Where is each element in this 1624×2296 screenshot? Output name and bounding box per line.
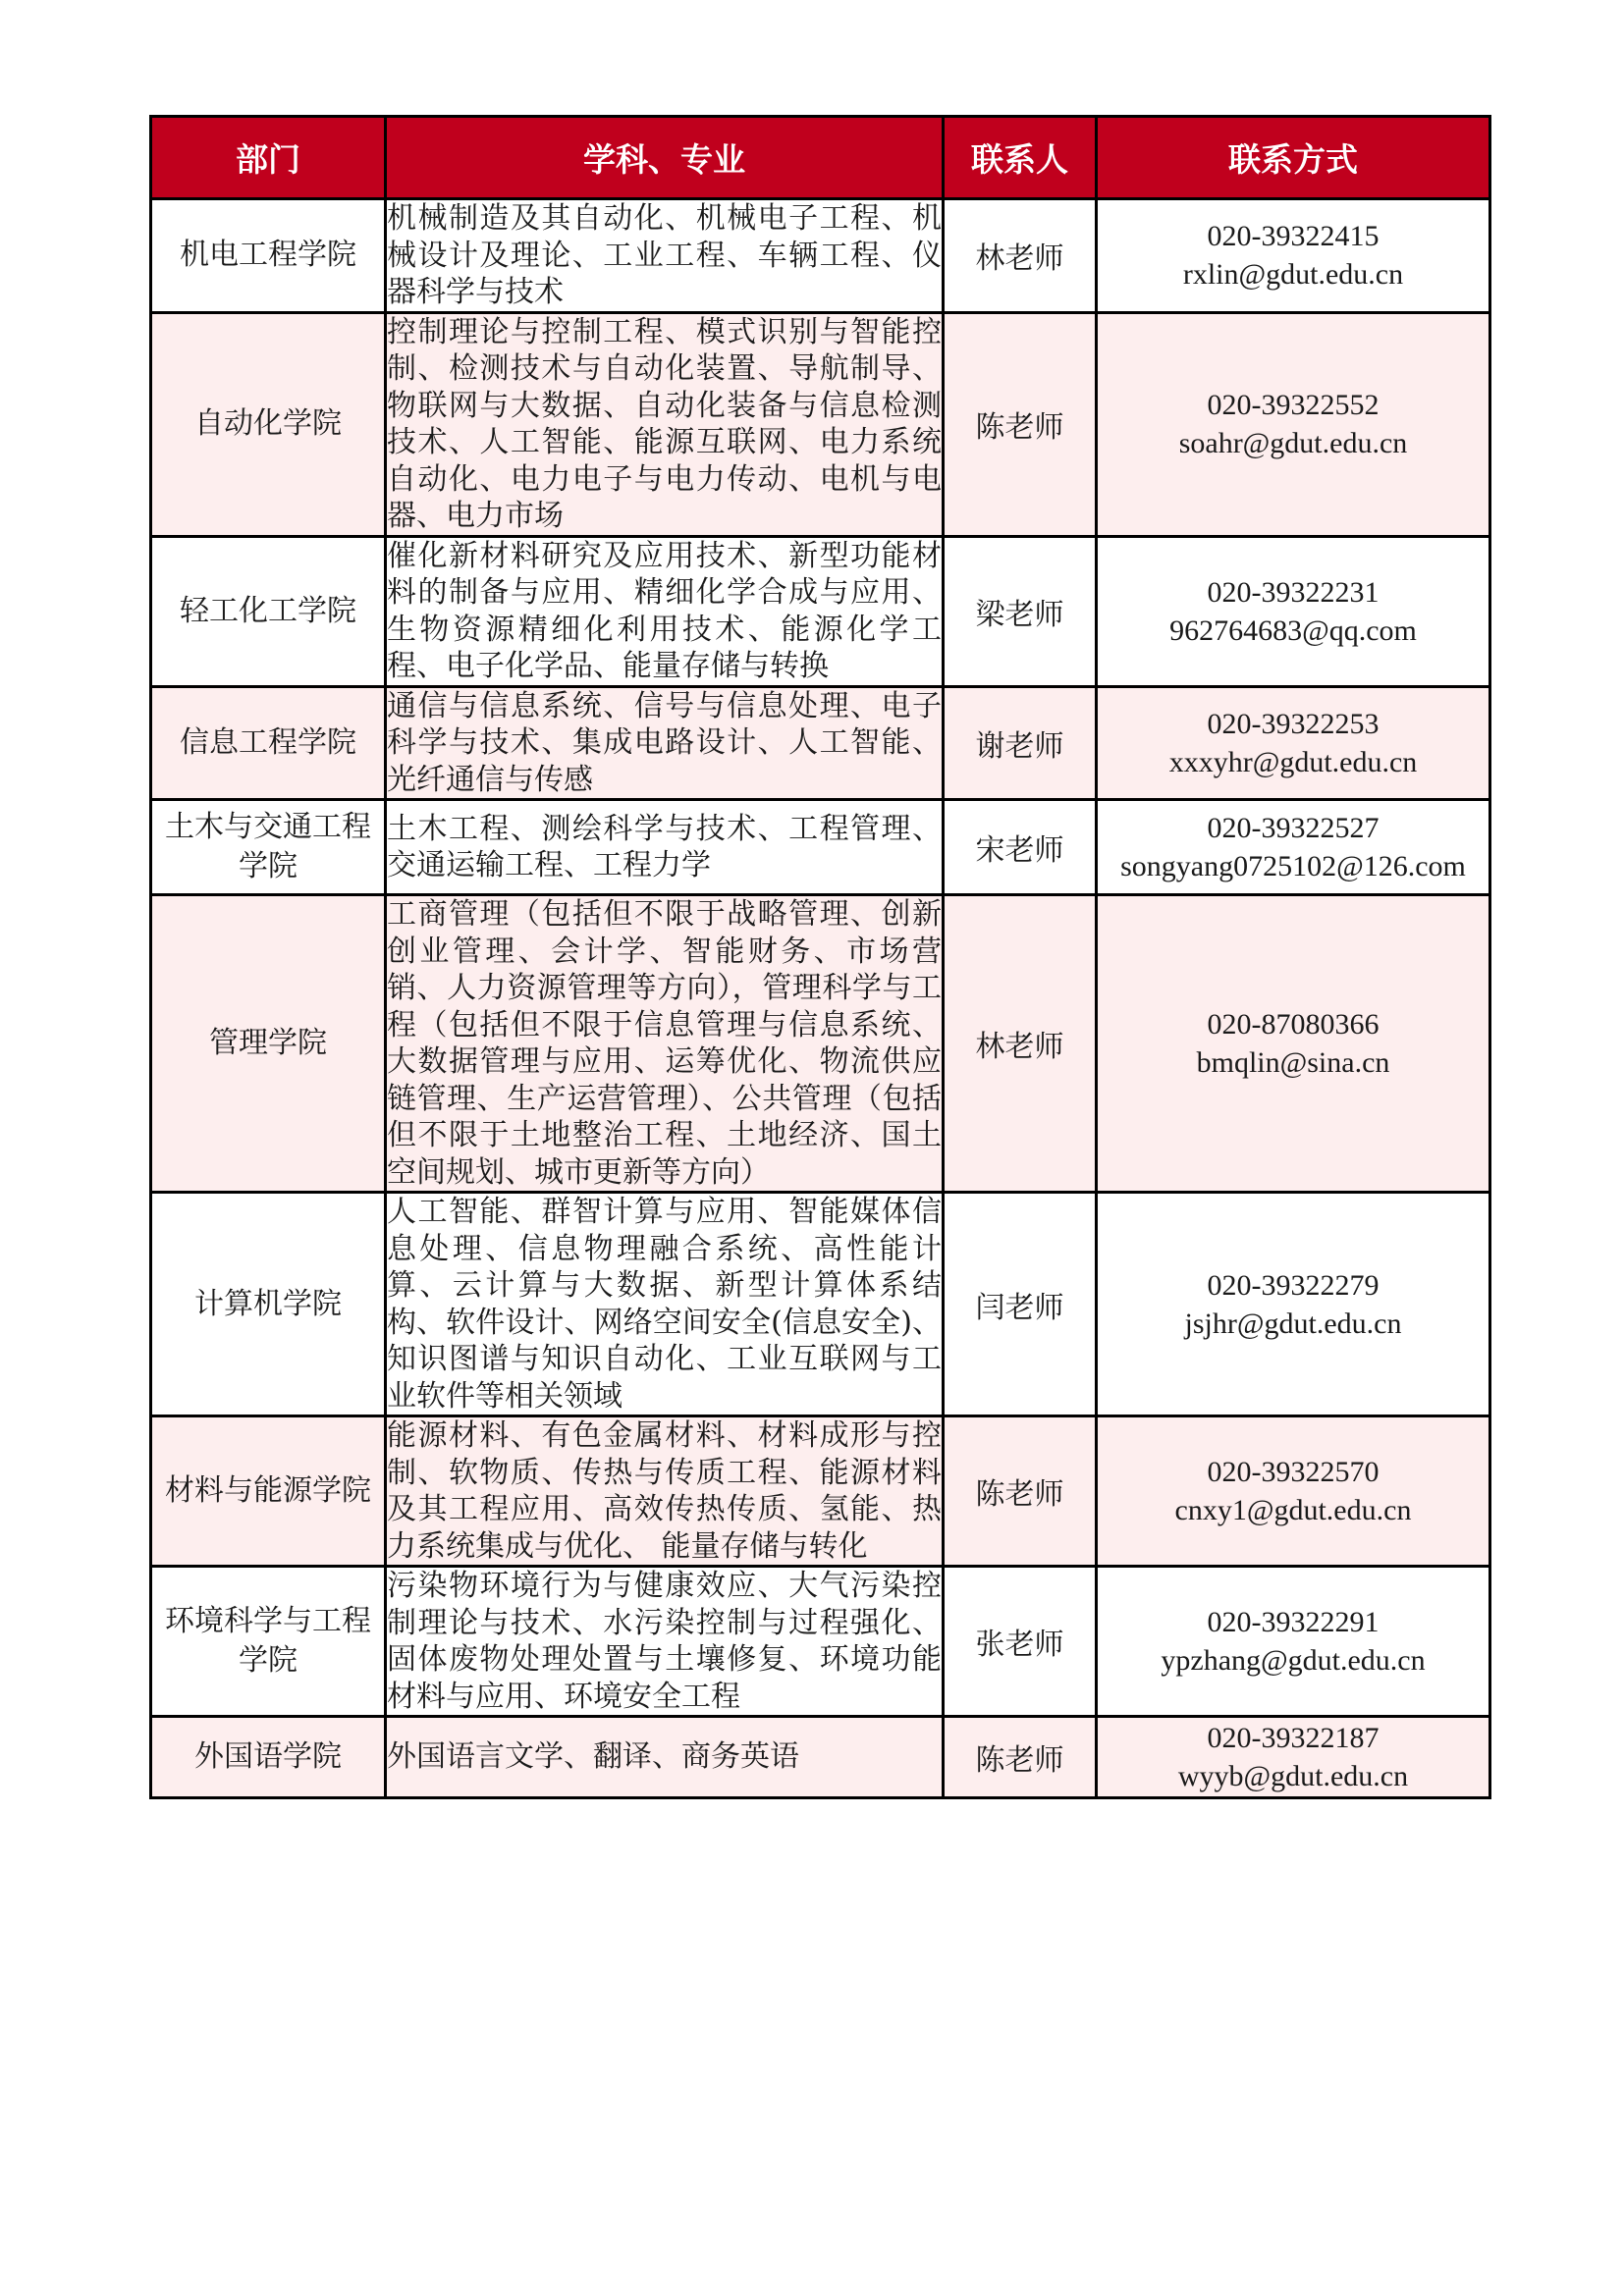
subject-cell: 控制理论与控制工程、模式识别与智能控制、检测技术与自动化装置、导航制导、物联网与大数据、自动化装备与信息检测技术、人工智能、能源互联网、电力系统自动化、电力电子与电力传动、电机与电器、电力市场 [386,312,944,536]
table-header [151,117,1490,199]
person-cell: 谢老师 [944,686,1097,800]
header-row [151,117,1490,199]
header-subject: 学科、专业 [386,117,944,199]
phone-text: 020-39322570 [1207,1456,1380,1488]
email-text: wyyb@gdut.edu.cn [1177,1760,1409,1792]
dept-cell: 外国语学院 [151,1717,386,1798]
contact-cell [1097,312,1490,536]
header-contact: 联系方式 [1097,117,1490,199]
contact-cell [1097,686,1490,800]
table-row [151,1193,1490,1416]
subject-cell: 通信与信息系统、信号与信息处理、电子科学与技术、集成电路设计、人工智能、光纤通信与传感 [386,686,944,800]
email-text: rxlin@gdut.edu.cn [1182,258,1404,292]
dept-cell: 管理学院 [151,895,386,1193]
person-cell: 陈老师 [944,312,1097,536]
subject-cell: 人工智能、群智计算与应用、智能媒体信息处理、信息物理融合系统、高性能计算、云计算与大数据、新型计算体系结构、软件设计、网络空间安全(信息安全)、知识图谱与知识自动化、工业互联网与工业软件等相关领域 [386,1193,944,1416]
table-row [151,800,1490,895]
table-row [151,1416,1490,1567]
dept-cell: 土木与交通工程学院 [151,800,386,895]
subject-cell: 机械制造及其自动化、机械电子工程、机械设计及理论、工业工程、车辆工程、仪器科学与技术 [386,199,944,313]
contact-cell [1097,1717,1490,1798]
person-cell: 林老师 [944,199,1097,313]
subject-cell: 污染物环境行为与健康效应、大气污染控制理论与技术、水污染控制与过程强化、固体废物处理处置与土壤修复、环境功能材料与应用、环境安全工程 [386,1567,944,1717]
email-text: ypzhang@gdut.edu.cn [1161,1644,1426,1677]
table-row [151,895,1490,1193]
contact-cell [1097,1567,1490,1717]
email-text: soahr@gdut.edu.cn [1178,427,1408,459]
dept-cell: 环境科学与工程学院 [151,1567,386,1717]
person-cell: 林老师 [944,895,1097,1193]
contacts-table [149,115,1491,1799]
header-dept: 部门 [151,117,386,199]
phone-text: 020-39322527 [1207,812,1380,844]
email-text: bmqlin@sina.cn [1196,1046,1390,1079]
email-text: cnxy1@gdut.edu.cn [1174,1494,1412,1526]
table-row [151,1567,1490,1717]
dept-cell: 材料与能源学院 [151,1416,386,1567]
table-row [151,312,1490,536]
contact-cell [1097,199,1490,313]
email-text: xxxyhr@gdut.edu.cn [1168,745,1418,778]
subject-cell: 土木工程、测绘科学与技术、工程管理、交通运输工程、工程力学 [386,800,944,895]
person-cell: 陈老师 [944,1717,1097,1798]
subject-cell: 能源材料、有色金属材料、材料成形与控制、软物质、传热与传质工程、能源材料及其工程应用、高效传热传质、氢能、热力系统集成与优化、 能量存储与转化 [386,1416,944,1567]
table-row [151,199,1490,313]
header-person: 联系人 [944,117,1097,199]
phone-text: 020-39322552 [1207,389,1380,421]
subject-cell: 催化新材料研究及应用技术、新型功能材料的制备与应用、精细化学合成与应用、生物资源精细化利用技术、能源化学工程、电子化学品、能量存储与转换 [386,536,944,686]
person-cell: 闫老师 [944,1193,1097,1416]
phone-text: 020-39322279 [1207,1268,1380,1302]
person-cell: 宋老师 [944,800,1097,895]
contact-cell [1097,536,1490,686]
dept-cell: 轻工化工学院 [151,536,386,686]
contact-cell [1097,800,1490,895]
dept-cell: 信息工程学院 [151,686,386,800]
contact-cell [1097,895,1490,1193]
table-row [151,686,1490,800]
phone-text: 020-39322415 [1207,220,1380,253]
contact-cell [1097,1193,1490,1416]
table-row [151,536,1490,686]
table-body [151,199,1490,1798]
dept-cell: 机电工程学院 [151,199,386,313]
person-cell: 梁老师 [944,536,1097,686]
subject-cell: 工商管理（包括但不限于战略管理、创新创业管理、会计学、智能财务、市场营销、人力资源管理等方向），管理科学与工程（包括但不限于信息管理与信息系统、大数据管理与应用、运筹优化、物流供应链管理、生产运营管理）、公共管理（包括但不限于土地整治工程、土地经济、国土空间规划、城市更新等方向） [386,895,944,1193]
email-text: jsjhr@gdut.edu.cn [1184,1307,1402,1340]
phone-text: 020-87080366 [1207,1008,1380,1041]
person-cell: 陈老师 [944,1416,1097,1567]
phone-text: 020-39322253 [1207,707,1380,740]
table-row [151,1717,1490,1798]
email-text: 962764683@qq.com [1169,614,1417,647]
contact-cell [1097,1416,1490,1567]
dept-cell: 计算机学院 [151,1193,386,1416]
subject-cell: 外国语言文学、翻译、商务英语 [386,1717,944,1798]
phone-text: 020-39322231 [1207,575,1380,609]
email-text: songyang0725102@126.com [1120,850,1466,882]
person-cell: 张老师 [944,1567,1097,1717]
dept-cell: 自动化学院 [151,312,386,536]
phone-text: 020-39322291 [1207,1606,1380,1638]
phone-text: 020-39322187 [1207,1722,1380,1754]
